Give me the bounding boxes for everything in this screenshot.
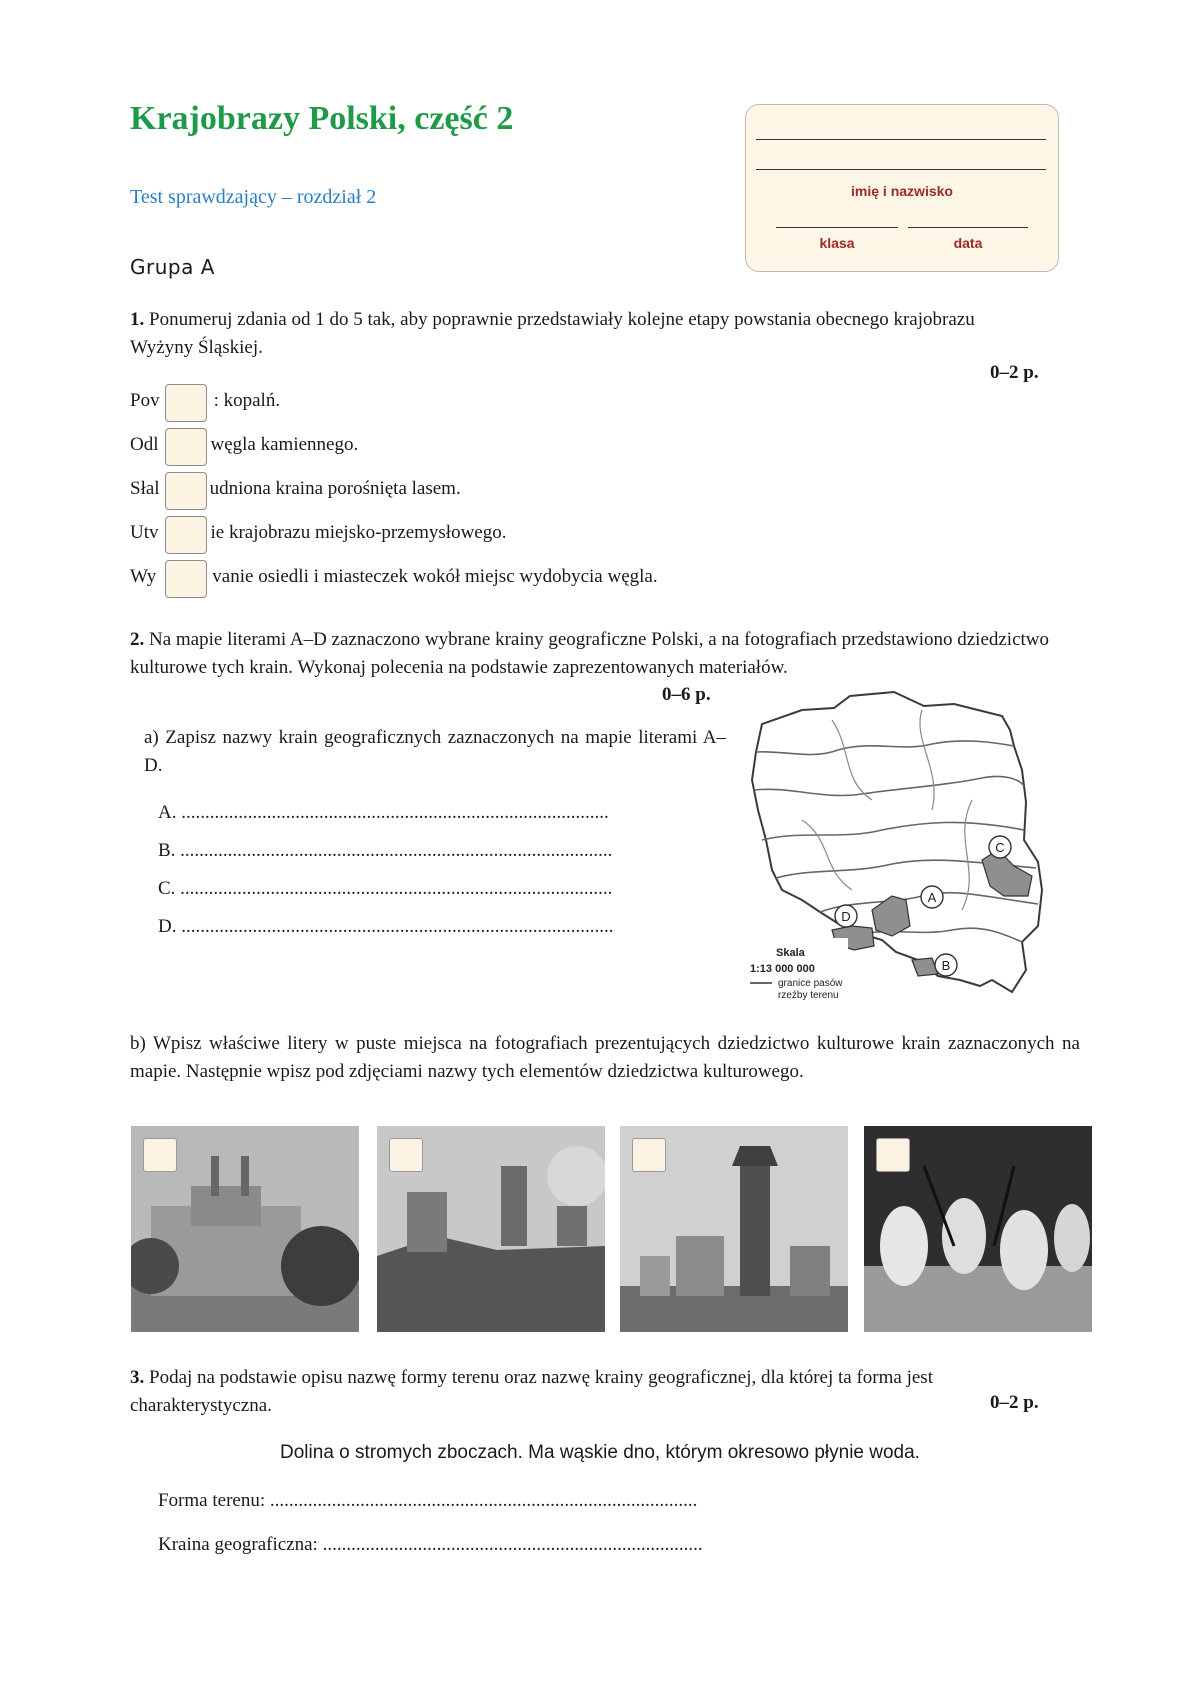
map-marker-b: B [941, 958, 951, 973]
task2-number: 2. [130, 629, 145, 650]
photo-letter-box-2[interactable] [389, 1138, 423, 1172]
sentence-end: ie krajobrazu miejsko-przemysłowego. [210, 522, 507, 543]
map-marker-c: C [995, 840, 1005, 855]
mine-shaft-photo [620, 1126, 848, 1332]
sentence-start: Wy [130, 566, 157, 587]
sentence-end: węgla kamiennego. [210, 434, 359, 455]
sentence-end: vanie osiedli i miasteczek wokół miejsc wydobycia węgla. [212, 566, 658, 587]
photo-letter-box-1[interactable] [143, 1138, 177, 1172]
castle-photo [131, 1126, 359, 1332]
photo-letter-box-3[interactable] [632, 1138, 666, 1172]
task1-points: 0–2 p. [990, 362, 1039, 383]
poland-map [742, 690, 1062, 1002]
task2-part-b: b) Wpisz właściwe litery w puste miejsca na fotografiach prezentujących dziedzictwo kulturowe krain zaznaczonych na mapie. Następnie wpisz pod zdjęciami nazwy tych elementów dziedzictwa kulturowego. [130, 1033, 1080, 1082]
map-marker-d: D [841, 909, 851, 924]
folk-dance-photo [864, 1126, 1092, 1332]
task1-text: Ponumeruj zdania od 1 do 5 tak, aby poprawnie przedstawiały kolejne etapy powstania obecnego krajobrazu Wyżyny Śląskiej. [130, 309, 975, 358]
task2-part-a: a) Zapisz nazwy krain geograficznych zaznaczonych na mapie literami A–D. [144, 727, 726, 776]
map-marker-a: A [927, 890, 937, 905]
group-label: Grupa A [130, 255, 215, 279]
region-label: Kraina geograficzna: [158, 1534, 318, 1555]
order-box-2[interactable] [165, 428, 207, 466]
sentence-start: Odl [130, 434, 159, 455]
sentence-start: Utv [130, 522, 159, 543]
page-subtitle: Test sprawdzający – rozdział 2 [130, 186, 377, 208]
answer-line-d[interactable]: D. ........................................................................................... [158, 916, 614, 937]
class-line[interactable] [776, 227, 898, 228]
region-answer[interactable]: ................................................................................ [322, 1534, 703, 1555]
task2-instruction [130, 626, 1060, 682]
student-info-box [745, 104, 1059, 272]
task1-sentence-5 [130, 566, 658, 588]
sentence-start: Pov [130, 390, 160, 411]
date-line[interactable] [908, 227, 1028, 228]
task2-points: 0–6 p. [662, 684, 711, 705]
landform-row [158, 1490, 697, 1512]
landform-answer[interactable]: .......................................................................................... [269, 1490, 698, 1511]
answer-line-c[interactable]: C. ........................................................................................... [158, 878, 613, 899]
ruins-photo [377, 1126, 605, 1332]
name-line-2[interactable] [756, 169, 1046, 170]
page-title: Krajobrazy Polski, część 2 [130, 100, 514, 137]
order-box-4[interactable] [165, 516, 207, 554]
task3-instruction [130, 1364, 1030, 1420]
landform-label: Forma terenu: [158, 1490, 266, 1511]
order-box-1[interactable] [165, 384, 207, 422]
task3-description: Dolina o stromych zboczach. Ma wąskie dno, którym okresowo płynie woda. [280, 1442, 920, 1463]
task3-text: Podaj na podstawie opisu nazwę formy terenu oraz nazwę krainy geograficznej, dla której ta forma jest charakterystyczna. [130, 1367, 933, 1416]
sentence-end: : kopalń. [213, 390, 281, 411]
class-label: klasa [819, 235, 855, 251]
map-scale-value: 1:13 000 000 [750, 963, 815, 975]
answer-line-a[interactable]: A. .......................................................................................... [158, 802, 609, 823]
region-row [158, 1534, 703, 1556]
map-legend-line1: granice pasów [778, 978, 843, 989]
date-label: data [953, 235, 983, 251]
sentence-start: Słal [130, 478, 160, 499]
task1-number: 1. [130, 309, 145, 330]
order-box-5[interactable] [165, 560, 207, 598]
answer-line-b[interactable]: B. ........................................................................................... [158, 840, 613, 861]
task3-points: 0–2 p. [990, 1392, 1039, 1413]
task3-number: 3. [130, 1367, 145, 1388]
name-line-1[interactable] [756, 139, 1046, 140]
map-legend-line2: rzeźby terenu [778, 990, 839, 1001]
task2-text: Na mapie literami A–D zaznaczono wybrane krainy geograficzne Polski, a na fotografiach przedstawiono dziedzictwo kulturowe tych krain. Wykonaj polecenia na podstawie zaprezentowanych materiałów. [130, 629, 1050, 678]
task1-instruction [130, 306, 1030, 362]
order-box-3[interactable] [165, 472, 207, 510]
photo-letter-box-4[interactable] [876, 1138, 910, 1172]
sentence-end: udniona kraina porośnięta lasem. [209, 478, 461, 499]
map-scale-label: Skala [776, 947, 805, 959]
name-label: imię i nazwisko [851, 183, 953, 199]
